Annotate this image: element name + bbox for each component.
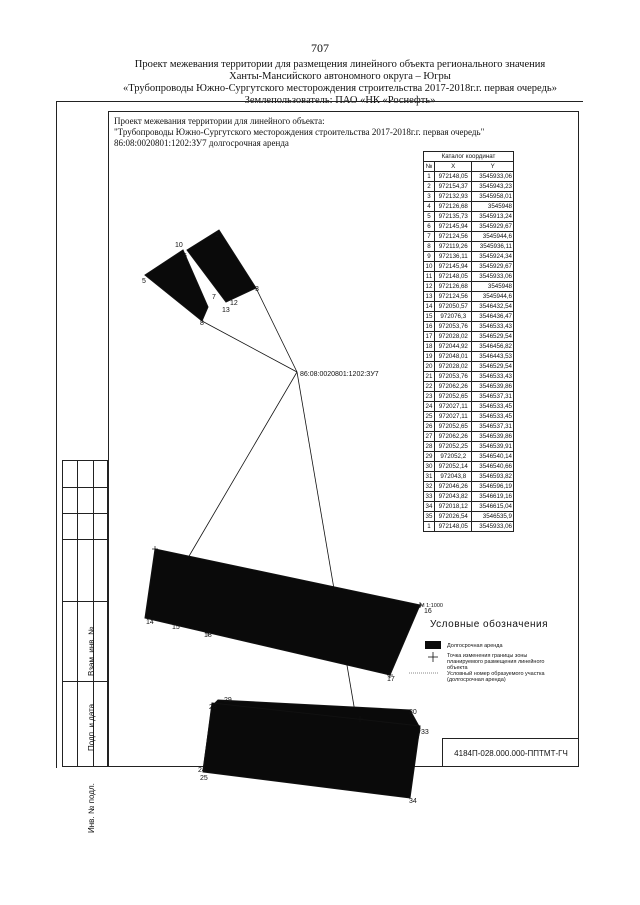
table-cell-n: 23 xyxy=(424,392,435,402)
table-row xyxy=(424,252,514,262)
table-cell-n: 8 xyxy=(424,242,435,252)
table-row xyxy=(424,222,514,232)
table-row xyxy=(424,362,514,372)
legend-title: Условные обозначения xyxy=(430,619,549,630)
table-cell-x: 972026,54 xyxy=(435,512,472,522)
table-row xyxy=(424,322,514,332)
table-cell-y: 3545944,6 xyxy=(472,292,514,302)
table-cell-x: 972126,68 xyxy=(435,282,472,292)
table-cell-n: 2 xyxy=(424,182,435,192)
point-8: 8 xyxy=(200,320,204,327)
table-cell-y: 3546537,31 xyxy=(472,422,514,432)
plan-title-2: "Трубопроводы Южно-Сургутского месторождения строительства 2017-2018г.г. первая очередь" xyxy=(114,127,485,137)
table-cell-x: 972052,2 xyxy=(435,452,472,462)
table-cell-n: 14 xyxy=(424,302,435,312)
table-cell-x: 972145,94 xyxy=(435,222,472,232)
table-cell-y: 3546456,82 xyxy=(472,342,514,352)
table-row xyxy=(424,382,514,392)
table-cell-y: 3546436,47 xyxy=(472,312,514,322)
point-15: 15 xyxy=(172,624,180,631)
point-3: 3 xyxy=(255,286,259,293)
point-7: 7 xyxy=(212,294,216,301)
table-row xyxy=(424,432,514,442)
table-cell-n: 1 xyxy=(424,172,435,182)
point-24: 24 xyxy=(198,767,206,774)
legend-cross-icon xyxy=(428,652,438,662)
point-28: 28 xyxy=(209,704,217,711)
legend-item-point: Точка изменения границы зоны планируемого размещения линейного объекта xyxy=(447,653,545,671)
table-cell-x: 972043,8 xyxy=(435,472,472,482)
table-cell-y: 3546535,9 xyxy=(472,512,514,522)
table-row xyxy=(424,282,514,292)
table-row xyxy=(424,512,514,522)
table-row xyxy=(424,442,514,452)
parcel-label: 86:08:0020801:1202:ЗУ7 xyxy=(300,371,379,378)
table-cell-x: 972076,3 xyxy=(435,312,472,322)
table-cell-y: 3545943,23 xyxy=(472,182,514,192)
header-line-2: Ханты-Мансийского автономного округа – Югры xyxy=(229,71,451,82)
table-cell-y: 3546539,86 xyxy=(472,432,514,442)
table-cell-x: 972148,05 xyxy=(435,522,472,532)
side-label-vzam: Взам. инв. № xyxy=(87,626,96,676)
table-cell-x: 972154,37 xyxy=(435,182,472,192)
table-cell-x: 972052,25 xyxy=(435,442,472,452)
table-cell-y: 3546537,31 xyxy=(472,392,514,402)
table-cell-x: 972132,93 xyxy=(435,192,472,202)
table-cell-x: 972018,12 xyxy=(435,502,472,512)
table-row xyxy=(424,372,514,382)
table-row xyxy=(424,332,514,342)
table-cell-y: 3545933,06 xyxy=(472,522,514,532)
table-cell-n: 29 xyxy=(424,452,435,462)
table-cell-y: 3546533,45 xyxy=(472,412,514,422)
table-row xyxy=(424,482,514,492)
table-cell-n: 32 xyxy=(424,482,435,492)
point-13: 13 xyxy=(222,307,230,314)
table-row xyxy=(424,272,514,282)
table-row xyxy=(424,212,514,222)
table-row xyxy=(424,462,514,472)
table-row xyxy=(424,302,514,312)
table-cell-x: 972052,14 xyxy=(435,462,472,472)
point-5: 5 xyxy=(142,278,146,285)
table-row xyxy=(424,312,514,322)
table-cell-n: 20 xyxy=(424,362,435,372)
table-cell-n: 30 xyxy=(424,462,435,472)
table-row xyxy=(424,242,514,252)
table-cell-x: 972053,76 xyxy=(435,372,472,382)
table-cell-x: 972126,68 xyxy=(435,202,472,212)
point-34: 34 xyxy=(409,798,417,805)
table-cell-n: 33 xyxy=(424,492,435,502)
scale-label: М 1:1000 xyxy=(420,603,443,609)
point-18: 18 xyxy=(204,632,212,639)
table-cell-y: 3546529,54 xyxy=(472,332,514,342)
table-row xyxy=(424,502,514,512)
table-cell-x: 972148,05 xyxy=(435,172,472,182)
table-row xyxy=(424,492,514,502)
catalog-header-y: Y xyxy=(472,162,514,172)
header-line-3: «Трубопроводы Южно-Сургутского месторождения строительства 2017-2018г.г. первая очередь» xyxy=(123,83,557,94)
page-number: 707 xyxy=(311,41,329,55)
table-cell-n: 1 xyxy=(424,522,435,532)
table-row xyxy=(424,402,514,412)
table-cell-y: 3546529,54 xyxy=(472,362,514,372)
table-row xyxy=(424,192,514,202)
table-cell-x: 972135,73 xyxy=(435,212,472,222)
table-cell-y: 3545936,11 xyxy=(472,242,514,252)
table-cell-x: 972052,65 xyxy=(435,392,472,402)
table-cell-n: 28 xyxy=(424,442,435,452)
catalog-title: Каталог координат xyxy=(424,152,514,162)
table-cell-x: 972062,26 xyxy=(435,432,472,442)
table-cell-n: 4 xyxy=(424,202,435,212)
table-cell-x: 972027,11 xyxy=(435,402,472,412)
table-cell-y: 3546432,54 xyxy=(472,302,514,312)
table-cell-y: 3546540,14 xyxy=(472,452,514,462)
table-cell-y: 3545948 xyxy=(472,282,514,292)
point-29: 29 xyxy=(224,697,232,704)
point-12: 12 xyxy=(230,300,238,307)
table-row xyxy=(424,412,514,422)
table-cell-n: 35 xyxy=(424,512,435,522)
table-cell-n: 34 xyxy=(424,502,435,512)
table-cell-y: 3546596,19 xyxy=(472,482,514,492)
table-cell-n: 24 xyxy=(424,402,435,412)
table-cell-x: 972043,82 xyxy=(435,492,472,502)
legend-item-number: Условный номер образуемого участка (долгосрочная аренда) xyxy=(447,671,545,683)
table-cell-y: 3546539,91 xyxy=(472,442,514,452)
table-cell-x: 972048,01 xyxy=(435,352,472,362)
table-cell-x: 972119,26 xyxy=(435,242,472,252)
table-cell-n: 12 xyxy=(424,282,435,292)
table-cell-y: 3546533,45 xyxy=(472,402,514,412)
legend-item-lease: Долгосрочная аренда xyxy=(447,643,503,649)
table-cell-x: 972062,26 xyxy=(435,382,472,392)
table-cell-y: 3546533,43 xyxy=(472,322,514,332)
table-cell-x: 972145,94 xyxy=(435,262,472,272)
point-30: 30 xyxy=(409,709,417,716)
table-cell-x: 972053,76 xyxy=(435,322,472,332)
table-cell-y: 3546540,66 xyxy=(472,462,514,472)
parcel-middle xyxy=(145,549,420,675)
table-row xyxy=(424,452,514,462)
table-cell-y: 3546539,86 xyxy=(472,382,514,392)
table-cell-x: 972148,05 xyxy=(435,272,472,282)
table-cell-n: 21 xyxy=(424,372,435,382)
table-row xyxy=(424,172,514,182)
drawing-code-stamp: 4184П-028.000.000-ППТМТ-ГЧ xyxy=(442,738,579,767)
table-cell-x: 972136,11 xyxy=(435,252,472,262)
table-cell-n: 9 xyxy=(424,252,435,262)
table-cell-y: 3545924,34 xyxy=(472,252,514,262)
table-row xyxy=(424,472,514,482)
table-row xyxy=(424,262,514,272)
table-row xyxy=(424,352,514,362)
point-10: 10 xyxy=(175,242,183,249)
side-label-podp: Подп. и дата xyxy=(87,703,96,751)
coordinate-catalog xyxy=(423,151,514,532)
table-cell-n: 5 xyxy=(424,212,435,222)
side-label-inv: Инв. № подл. xyxy=(87,783,96,833)
table-cell-y: 3545933,06 xyxy=(472,272,514,282)
table-cell-n: 10 xyxy=(424,262,435,272)
table-cell-n: 13 xyxy=(424,292,435,302)
table-cell-x: 972050,57 xyxy=(435,302,472,312)
table-row xyxy=(424,232,514,242)
table-row xyxy=(424,202,514,212)
catalog-header-x: X xyxy=(435,162,472,172)
plan-title-1: Проект межевания территории для линейного объекта: xyxy=(114,116,325,126)
point-17: 17 xyxy=(387,676,395,683)
table-cell-n: 7 xyxy=(424,232,435,242)
table-cell-n: 15 xyxy=(424,312,435,322)
table-cell-n: 3 xyxy=(424,192,435,202)
table-cell-y: 3545929,67 xyxy=(472,262,514,272)
table-cell-y: 3546619,16 xyxy=(472,492,514,502)
table-cell-y: 3545933,06 xyxy=(472,172,514,182)
point-33: 33 xyxy=(421,729,429,736)
table-cell-n: 11 xyxy=(424,272,435,282)
table-cell-n: 31 xyxy=(424,472,435,482)
plan-title-3: 86:08:0020801:1202:ЗУ7 долгосрочная аренда xyxy=(114,138,289,148)
table-cell-y: 3546593,82 xyxy=(472,472,514,482)
table-cell-x: 972124,56 xyxy=(435,232,472,242)
table-row xyxy=(424,392,514,402)
table-cell-n: 27 xyxy=(424,432,435,442)
table-cell-y: 3545913,24 xyxy=(472,212,514,222)
table-cell-n: 26 xyxy=(424,422,435,432)
table-cell-y: 3545929,67 xyxy=(472,222,514,232)
point-6: 6 xyxy=(183,253,187,260)
table-cell-y: 3545944,6 xyxy=(472,232,514,242)
table-cell-y: 3546615,04 xyxy=(472,502,514,512)
table-cell-n: 18 xyxy=(424,342,435,352)
table-row xyxy=(424,422,514,432)
table-cell-n: 16 xyxy=(424,322,435,332)
catalog-header-num: № xyxy=(424,162,435,172)
point-14: 14 xyxy=(146,619,154,626)
table-cell-n: 25 xyxy=(424,412,435,422)
header-line-1: Проект межевания территории для размещения линейного объекта регионального значения xyxy=(134,59,546,70)
table-cell-y: 3545948 xyxy=(472,202,514,212)
table-row xyxy=(424,292,514,302)
table-row xyxy=(424,522,514,532)
table-cell-n: 19 xyxy=(424,352,435,362)
legend-swatch-lease xyxy=(425,641,441,649)
table-cell-n: 17 xyxy=(424,332,435,342)
table-cell-n: 6 xyxy=(424,222,435,232)
table-cell-x: 972052,65 xyxy=(435,422,472,432)
table-cell-n: 22 xyxy=(424,382,435,392)
point-2: 2 xyxy=(215,232,219,239)
table-row xyxy=(424,182,514,192)
table-cell-x: 972044,92 xyxy=(435,342,472,352)
table-cell-x: 972028,02 xyxy=(435,332,472,342)
table-cell-x: 972046,26 xyxy=(435,482,472,492)
table-row xyxy=(424,342,514,352)
table-cell-y: 3545958,01 xyxy=(472,192,514,202)
table-cell-x: 972027,11 xyxy=(435,412,472,422)
table-cell-x: 972124,56 xyxy=(435,292,472,302)
table-cell-y: 3546533,43 xyxy=(472,372,514,382)
table-cell-y: 3546443,53 xyxy=(472,352,514,362)
point-16: 16 xyxy=(424,608,432,615)
point-25: 25 xyxy=(200,775,208,782)
table-cell-x: 972028,02 xyxy=(435,362,472,372)
